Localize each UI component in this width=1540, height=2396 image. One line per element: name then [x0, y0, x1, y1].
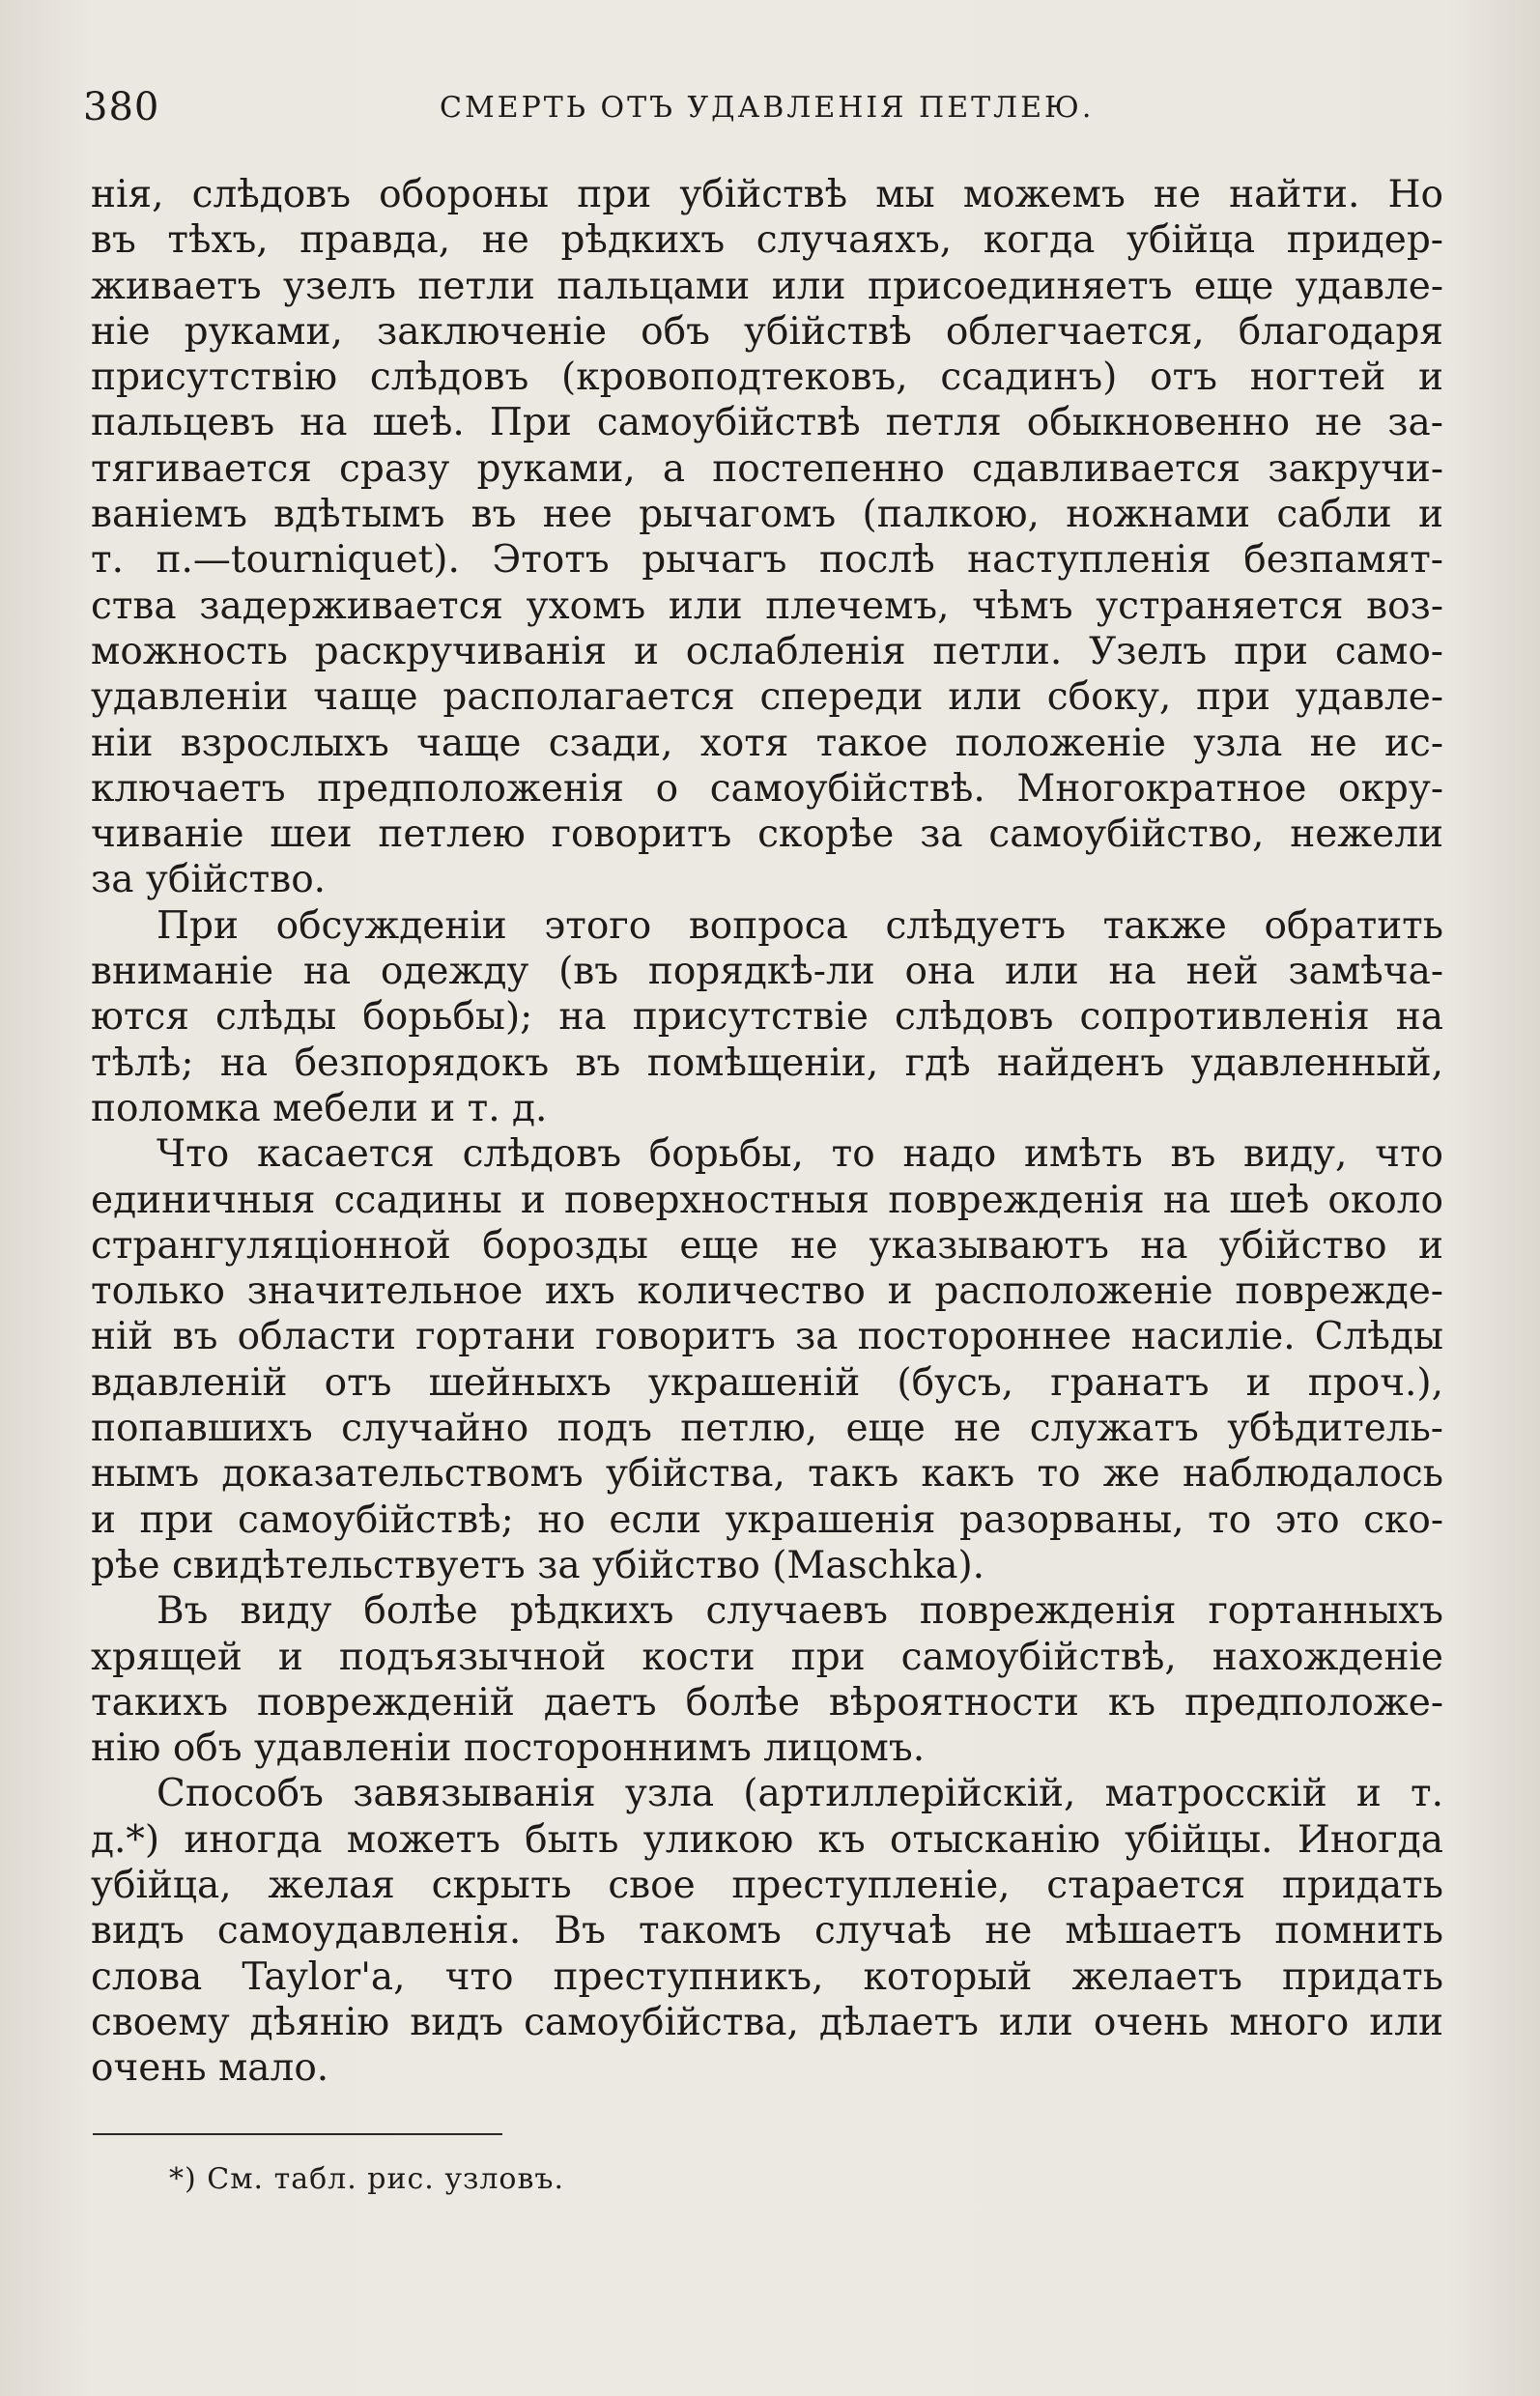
text-line: чиваніе шеи петлею говоритъ скорѣе за самоубійство, нежели: [91, 813, 1443, 857]
running-title: СМЕРТЬ ОТЪ УДАВЛЕНІЯ ПЕТЛЕЮ.: [440, 91, 1095, 125]
text-line: присутствію слѣдовъ (кровоподтековъ, ссадинъ) отъ ногтей и: [91, 356, 1443, 400]
text-line: тягивается сразу руками, а постепенно сдавливается закручи-: [91, 446, 1443, 491]
text-line: живаетъ узелъ петли пальцами или присоединяетъ еще удавле-: [91, 264, 1443, 308]
text-line: ключаетъ предположенія о самоубійствѣ. Многократное окру-: [91, 766, 1443, 811]
text-line: за убійство.: [91, 858, 327, 902]
text-line: странгуляціонной борозды еще не указываютъ на убійство и: [91, 1223, 1443, 1268]
text-line: поломка мебели и т. д.: [91, 1086, 548, 1130]
text-line: ніе руками, заключеніе объ убійствѣ облегчается, благодаря: [91, 309, 1443, 354]
text-line: убійца, желая скрыть свое преступленіе, старается придать: [91, 1863, 1443, 1907]
text-line: и при самоубійствѣ; но если украшенія разорваны, то это ско-: [91, 1498, 1443, 1542]
text-line: нымъ доказательствомъ убійства, такъ какъ то же наблюдалось: [91, 1452, 1443, 1497]
text-line: вдавленій отъ шейныхъ украшеній (бусъ, гранатъ и проч.),: [91, 1360, 1443, 1405]
text-line: Въ виду болѣе рѣдкихъ случаевъ поврежденія гортанныхъ: [157, 1589, 1443, 1634]
text-line: можность раскручиванія и ослабленія петли. Узелъ при само-: [91, 629, 1443, 673]
footnote-divider: [93, 2133, 502, 2135]
text-line: тѣлѣ; на безпорядокъ въ помѣщеніи, гдѣ найденъ удавленный,: [91, 1041, 1443, 1085]
text-line: ства задерживается ухомъ или плечемъ, чѣмъ устраняется воз-: [91, 584, 1443, 628]
text-line: очень мало.: [91, 2046, 329, 2091]
text-line: рѣе свидѣтельствуетъ за убійство (Maschka).: [91, 1543, 985, 1587]
text-line: попавшихъ случайно подъ петлю, еще не служатъ убѣдитель-: [91, 1407, 1443, 1451]
text-line: нія, слѣдовъ обороны при убійствѣ мы можемъ не найти. Но: [91, 173, 1443, 216]
page-number: 380: [83, 85, 160, 129]
text-line: такихъ поврежденій даетъ болѣе вѣроятности къ предположе-: [91, 1680, 1443, 1725]
text-line: Способъ завязыванія узла (артиллерійскій, матросскій и т.: [157, 1772, 1443, 1816]
text-line: единичныя ссадины и поверхностныя поврежденія на шеѣ около: [91, 1178, 1443, 1222]
text-line: вниманіе на одежду (въ порядкѣ-ли она или на ней замѣча-: [91, 950, 1443, 994]
text-line: д.*) иногда можетъ быть уликою къ отысканію убійцы. Иногда: [91, 1817, 1443, 1862]
text-line: только значительное ихъ количество и расположеніе поврежде-: [91, 1269, 1443, 1314]
text-line: т. п.—tourniquet). Этотъ рычагъ послѣ наступленія безпамят-: [91, 538, 1443, 583]
text-line: видъ самоудавленія. Въ такомъ случаѣ не мѣшаетъ помнить: [91, 1909, 1443, 1954]
text-line: При обсужденіи этого вопроса слѣдуетъ также обратить: [157, 903, 1443, 948]
text-line: своему дѣянію видъ самоубійства, дѣлаетъ или очень много или: [91, 2000, 1443, 2044]
footnote: *) См. табл. рис. узловъ.: [169, 2162, 564, 2196]
text-line: пальцевъ на шеѣ. При самоубійствѣ петля обыкновенно не за-: [91, 401, 1443, 445]
body-text: [91, 172, 1443, 2091]
text-line: ются слѣды борьбы); на присутствіе слѣдовъ сопротивленія на: [91, 995, 1443, 1040]
text-line: хрящей и подъязычной кости при самоубійствѣ, нахожденіе: [91, 1635, 1443, 1679]
text-line: слова Taylor'а, что преступникъ, который желаетъ придать: [91, 1954, 1443, 1999]
text-line: Что касается слѣдовъ борьбы, то надо имѣть въ виду, что: [157, 1132, 1443, 1177]
text-line: ніи взрослыхъ чаще сзади, хотя такое положеніе узла не ис-: [91, 721, 1443, 765]
text-line: нію объ удавленіи постороннимъ лицомъ.: [91, 1726, 926, 1771]
text-line: ваніемъ вдѣтымъ въ нее рычагомъ (палкою, ножнами сабли и: [91, 493, 1443, 537]
text-line: въ тѣхъ, правда, не рѣдкихъ случаяхъ, когда убійца придер-: [91, 218, 1443, 263]
text-line: ній въ области гортани говоритъ за постороннее насиліе. Слѣды: [91, 1315, 1443, 1359]
text-line: удавленіи чаще располагается спереди или сбоку, при удавле-: [91, 675, 1443, 720]
